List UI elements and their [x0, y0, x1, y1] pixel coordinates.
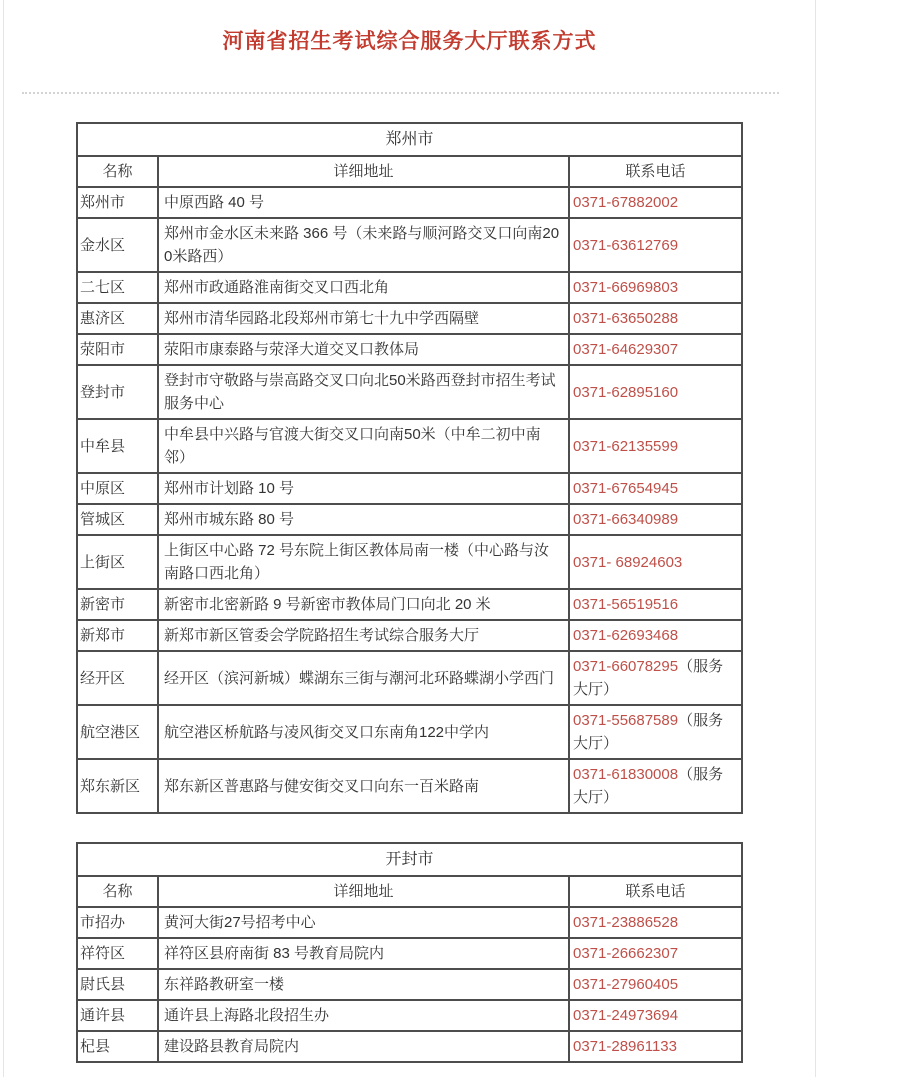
phone-number: 0371-66969803: [572, 279, 679, 296]
table-row: [77, 272, 742, 303]
dotted-divider: [22, 92, 779, 94]
table-row: [77, 589, 742, 620]
table-row: [77, 218, 742, 272]
address: 建设路县教育局院内: [158, 1031, 569, 1062]
district-name: 市招办: [77, 907, 158, 938]
table-row: [77, 303, 742, 334]
table-row: [77, 473, 742, 504]
column-header-row: [77, 156, 742, 187]
tables-container: [4, 122, 815, 1063]
address: 祥符区县府南街 83 号教育局院内: [158, 938, 569, 969]
phone-suffix: （服务大厅）: [572, 658, 724, 698]
phone-cell: [569, 218, 742, 272]
district-name: 荥阳市: [77, 334, 158, 365]
address: 郑州市清华园路北段郑州市第七十九中学西隔壁: [158, 303, 569, 334]
phone-number: 0371-61830008: [572, 766, 679, 783]
district-name: 管城区: [77, 504, 158, 535]
table-row: [77, 365, 742, 419]
table-row: [77, 938, 742, 969]
phone-cell: [569, 759, 742, 813]
address: 郑州市城东路 80 号: [158, 504, 569, 535]
phone-number: 0371-62895160: [572, 383, 679, 401]
district-name: 二七区: [77, 272, 158, 303]
address: 登封市守敬路与崇高路交叉口向北50米路西登封市招生考试服务中心: [158, 365, 569, 419]
phone-number: 0371-67654945: [572, 480, 679, 497]
content-area: [3, 0, 816, 1077]
column-header-address: 详细地址: [158, 156, 569, 187]
city-header-row: [77, 123, 742, 156]
phone-number: 0371-24973694: [572, 1007, 679, 1024]
table-row: [77, 969, 742, 1000]
table-row: [77, 759, 742, 813]
phone-number: 0371-26662307: [572, 945, 679, 962]
table-row: [77, 419, 742, 473]
address: 荥阳市康泰路与荥泽大道交叉口教体局: [158, 334, 569, 365]
page-title: 河南省招生考试综合服务大厅联系方式: [222, 30, 597, 53]
address: 中牟县中兴路与官渡大街交叉口向南50米（中牟二初中南邻）: [158, 419, 569, 473]
district-name: 航空港区: [77, 705, 158, 759]
district-name: 金水区: [77, 218, 158, 272]
district-name: 经开区: [77, 651, 158, 705]
district-name: 郑州市: [77, 187, 158, 218]
phone-cell: [569, 907, 742, 938]
phone-number: 0371-66340989: [572, 511, 679, 528]
district-name: 中原区: [77, 473, 158, 504]
phone-cell: [569, 334, 742, 365]
phone-number: 0371-67882002: [572, 194, 679, 211]
table-row: [77, 334, 742, 365]
address: 郑州市计划路 10 号: [158, 473, 569, 504]
phone-number: 0371-28961133: [572, 1038, 677, 1055]
phone-cell: [569, 705, 742, 759]
column-header-row: [77, 876, 742, 907]
district-name: 通许县: [77, 1000, 158, 1031]
column-header-address: 详细地址: [158, 876, 569, 907]
table-row: [77, 705, 742, 759]
column-header-phone: 联系电话: [569, 156, 742, 187]
table-row: [77, 1000, 742, 1031]
phone-cell: [569, 272, 742, 303]
phone-number: 0371-55687589: [572, 712, 679, 729]
district-name: 新密市: [77, 589, 158, 620]
address: 新郑市新区管委会学院路招生考试综合服务大厅: [158, 620, 569, 651]
table-city-header: 郑州市: [77, 123, 742, 156]
phone-number: 0371-64629307: [572, 341, 679, 358]
phone-cell: [569, 365, 742, 419]
phone-number: 0371-62693468: [572, 627, 679, 644]
phone-number: 0371-62135599: [572, 437, 679, 455]
phone-number: 0371-63650288: [572, 310, 679, 327]
table-row: [77, 504, 742, 535]
phone-cell: [569, 419, 742, 473]
column-header-phone: 联系电话: [569, 876, 742, 907]
district-name: 尉氏县: [77, 969, 158, 1000]
phone-cell: [569, 589, 742, 620]
address: 通许县上海路北段招生办: [158, 1000, 569, 1031]
city-header-row: [77, 843, 742, 876]
district-name: 杞县: [77, 1031, 158, 1062]
district-name: 郑东新区: [77, 759, 158, 813]
phone-cell: [569, 1000, 742, 1031]
table-row: [77, 651, 742, 705]
table-row: [77, 907, 742, 938]
phone-number: 0371-27960405: [572, 976, 679, 993]
column-header-name: 名称: [77, 156, 158, 187]
address: 航空港区桥航路与凌风街交叉口东南角122中学内: [158, 705, 569, 759]
address: 郑东新区普惠路与健安街交叉口向东一百米路南: [158, 759, 569, 813]
phone-cell: [569, 473, 742, 504]
contact-table: [76, 842, 743, 1063]
phone-cell: [569, 938, 742, 969]
district-name: 中牟县: [77, 419, 158, 473]
district-name: 新郑市: [77, 620, 158, 651]
phone-cell: [569, 504, 742, 535]
address: 中原西路 40 号: [158, 187, 569, 218]
address: 东祥路教研室一楼: [158, 969, 569, 1000]
phone-cell: [569, 1031, 742, 1062]
address: 郑州市金水区未来路 366 号（未来路与顺河路交叉口向南200米路西）: [158, 218, 569, 272]
phone-number: 0371- 68924603: [572, 553, 683, 571]
phone-cell: [569, 651, 742, 705]
table-row: [77, 1031, 742, 1062]
address: 郑州市政通路淮南街交叉口西北角: [158, 272, 569, 303]
district-name: 祥符区: [77, 938, 158, 969]
phone-suffix: （服务大厅）: [572, 766, 724, 806]
phone-cell: [569, 303, 742, 334]
phone-cell: [569, 969, 742, 1000]
phone-number: 0371-23886528: [572, 914, 679, 931]
table-row: [77, 535, 742, 589]
address: 黄河大街27号招考中心: [158, 907, 569, 938]
table-city-header: 开封市: [77, 843, 742, 876]
district-name: 登封市: [77, 365, 158, 419]
district-name: 惠济区: [77, 303, 158, 334]
phone-suffix: （服务大厅）: [572, 712, 724, 752]
phone-cell: [569, 187, 742, 218]
table-row: [77, 187, 742, 218]
address: 经开区（滨河新城）蝶湖东三街与潮河北环路蝶湖小学西门: [158, 651, 569, 705]
phone-cell: [569, 535, 742, 589]
column-header-name: 名称: [77, 876, 158, 907]
address: 新密市北密新路 9 号新密市教体局门口向北 20 米: [158, 589, 569, 620]
address: 上街区中心路 72 号东院上街区教体局南一楼（中心路与汝南路口西北角）: [158, 535, 569, 589]
phone-number: 0371-63612769: [572, 236, 679, 254]
phone-number: 0371-66078295: [572, 658, 679, 675]
contact-table: [76, 122, 743, 814]
district-name: 上街区: [77, 535, 158, 589]
table-row: [77, 620, 742, 651]
phone-cell: [569, 620, 742, 651]
phone-number: 0371-56519516: [572, 596, 679, 613]
